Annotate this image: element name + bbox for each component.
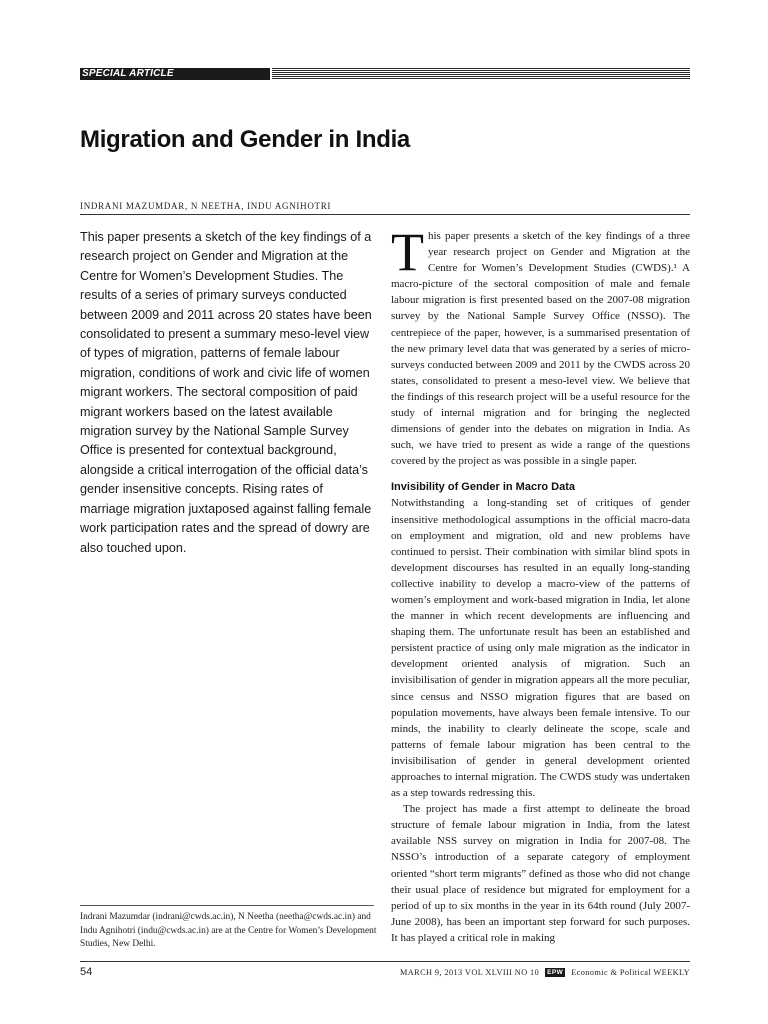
intro-paragraph	[391, 222, 690, 469]
page-number: 54	[80, 966, 93, 978]
body-column	[391, 222, 690, 946]
section-tag: SPECIAL ARTICLE	[80, 68, 270, 80]
issue-info: MARCH 9, 2013 VOL XLVIII NO 10	[400, 968, 540, 977]
body-paragraph-3: The project has made a first attempt to delineate the broad structure of female labour migration in India, from the latest available NSS survey on migration in India for 2007-08. The NSSO’s introduction of a separate category of employment oriented “short term migrants” defined as those who did not change their usual place of residence but migrated for employment for a period of up to six months in the year in its 64th round (July 2007-June 2008), has been an important step forward for such purposes. It has played a critical role in making	[391, 803, 690, 944]
article-title: Migration and Gender in India	[80, 126, 410, 153]
intro-text: his paper presents a sketch of the key findings of a three year research project on Gender and Migration at the Centre for Women’s Development Studies (CWDS).¹ A macro-picture of the sectoral composition of male and female labour migration is first presented based on the 2007-08 migration survey by the National Sample Survey Office (NSSO). The centrepiece of the paper, however, is a summarised presentation of the new primary level data that was generated by a series of micro-surveys conducted between 2009 and 2011 by the CWDS across 20 states, consolidated to present a meso-level view. We believe that the findings of this research project will be a useful resource for the study of internal migration and for bringing the neglected dimensions of gender into the debates on migration in India. As such, we have tried to present as wide a range of the questions covered by the project as was possible in a single paper.	[391, 230, 690, 468]
journal-name: Economic & Political WEEKLY	[571, 968, 690, 977]
author-line: INDRANI MAZUMDAR, N NEETHA, INDU AGNIHOTRI	[80, 201, 332, 211]
epw-logo: EPW	[547, 969, 564, 976]
author-rule	[80, 214, 690, 215]
dropcap: T	[391, 222, 424, 282]
section-subheading: Invisibility of Gender in Macro Data	[391, 481, 575, 494]
section-header-bar	[80, 68, 690, 80]
footer-journal-info	[400, 968, 690, 977]
author-affiliation: Indrani Mazumdar (indrani@cwds.ac.in), N Neetha (neetha@cwds.ac.in) and Indu Agnihotri (indu@cwds.ac.in) are at the Centre for Women’s Development Studies, New Delhi.	[80, 912, 377, 949]
body-paragraph-2: Notwithstanding a long-standing set of critiques of gender insensitive methodological assumptions in the official macro-data on employment and migration, old and new problems have continued to persist. Their combination with similar blind spots in development discourses has resulted in an equally long-standing collective inability to develop a macro-view of the patterns of women’s employment and work-based migration in India, let alone the manner in which recent developments are influencing and shaping them. The unfortunate result has been an established and persistent practice of using only male migration as the indicator in development oriented analysis of migration. Such an invisibilisation of gender in migration appears all the more peculiar, since census and NSSO migration figures that are based on population movements, have always been female intensive. To our minds, the inability to clearly delineate the scope, scale and patterns of female labour migration has been central to the invisibilisation of gender in general development oriented approaches to internal migration. The CWDS study was undertaken as a step towards redressing this.	[391, 497, 690, 800]
footer-rule	[80, 961, 690, 962]
affiliation-rule	[80, 905, 374, 906]
section-rules-decoration	[272, 68, 690, 80]
abstract: This paper presents a sketch of the key findings of a research project on Gender and Migration at the Centre for Women’s Development Studies. The results of a series of primary surveys conducted between 2009 and 2011 across 20 states have been consolidated to present a summary meso-level view of types of migration, patterns of female labour migration, conditions of work and civic life of women migrant workers. The sectoral composition of paid migrant workers based on the latest available migration survey by the National Sample Survey Office is presented for contextual background, alongside a critical interrogation of the official data’s gender insensitive concepts. Rising rates of marriage migration juxtaposed against falling female work participation rates and the spread of dowry are also touched upon.	[80, 230, 372, 555]
